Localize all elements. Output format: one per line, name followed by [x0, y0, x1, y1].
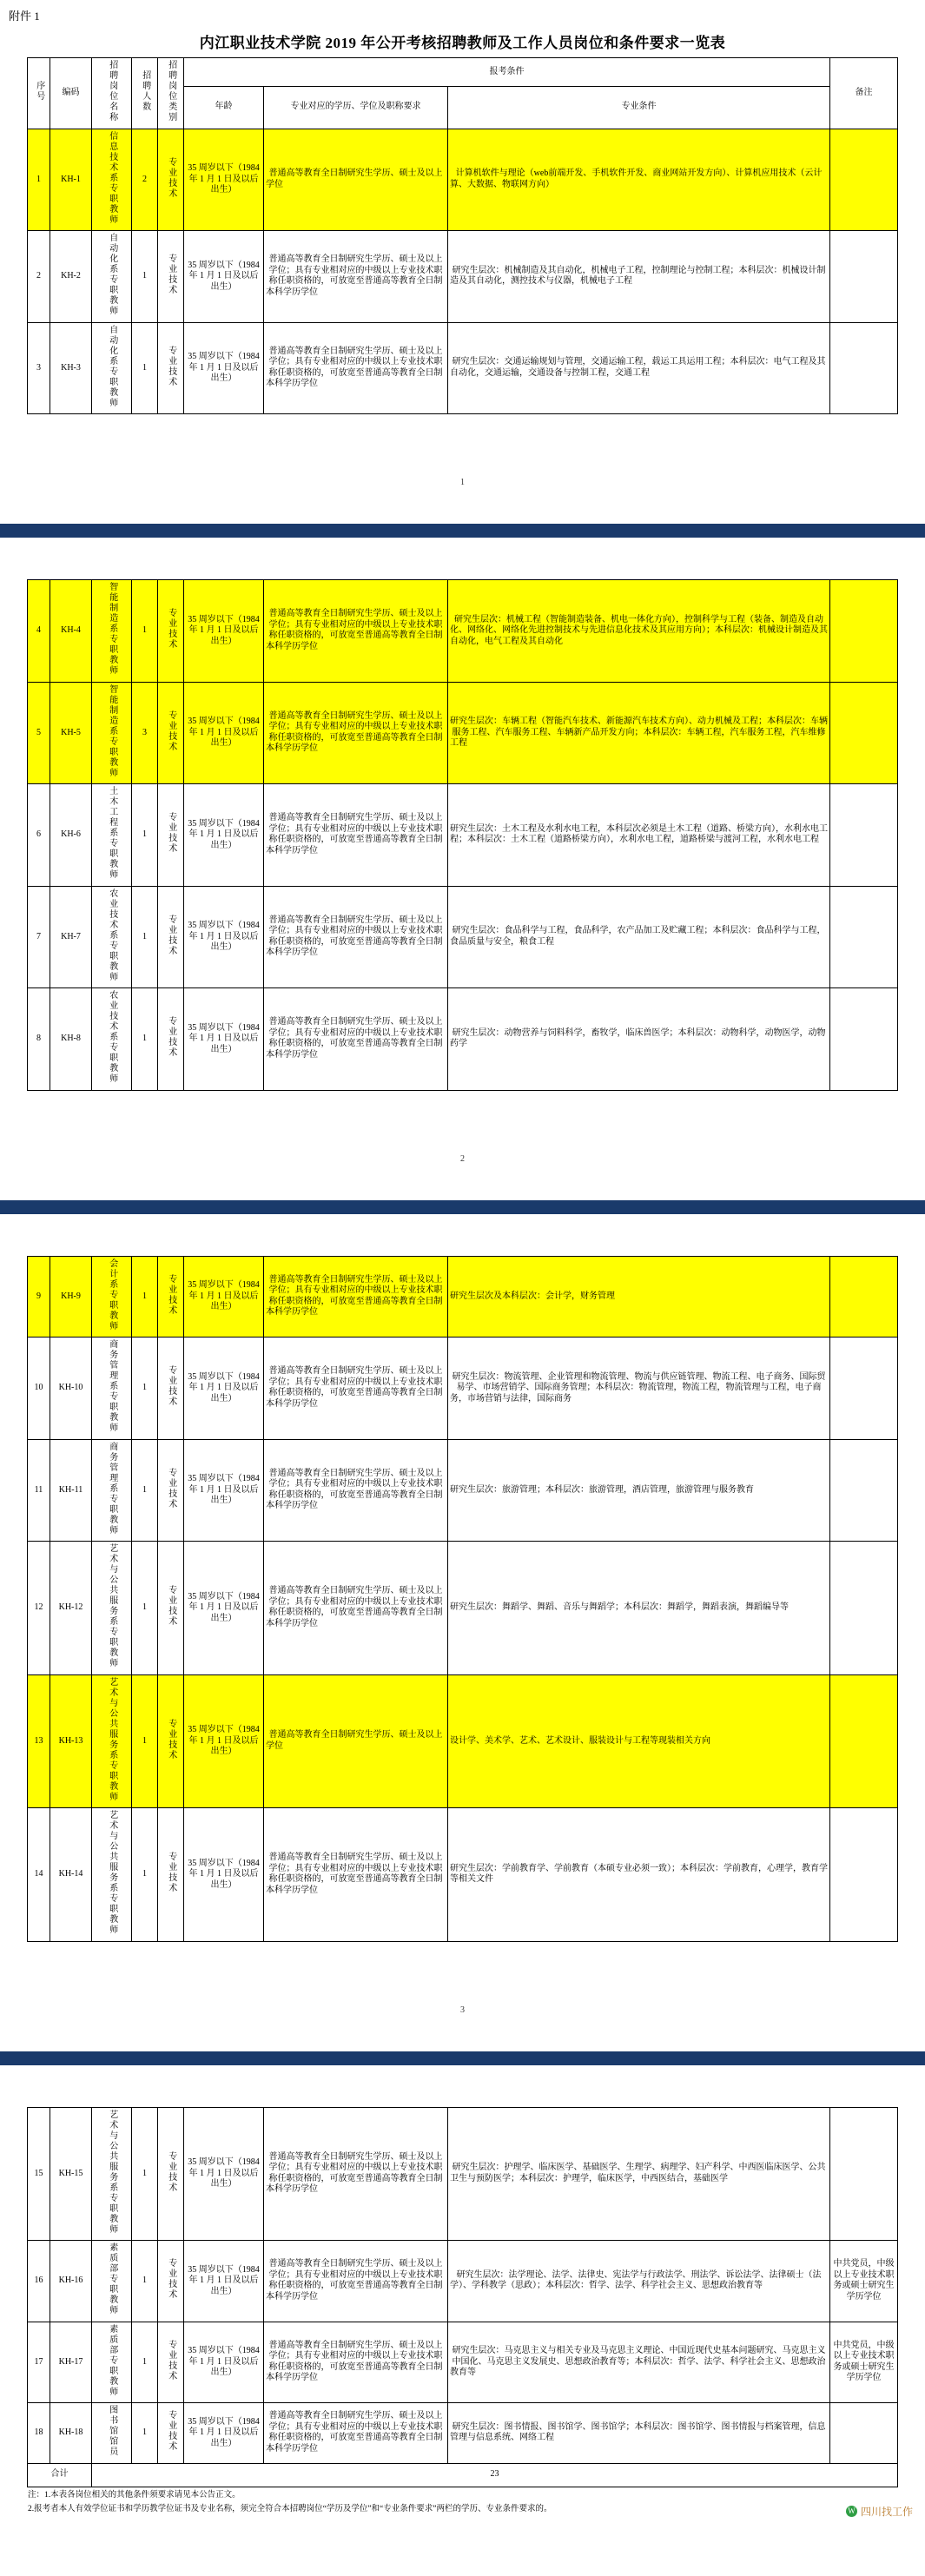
cell-post-type: 专业技术 [158, 2322, 184, 2403]
cell-count: 1 [132, 1439, 158, 1542]
cell-major: 研究生层次：动物营养与饲料科学，畜牧学，临床兽医学；本科层次：动物科学，动物医学，动物药学 [448, 988, 830, 1091]
cell-age: 35 周岁以下（1984 年 1 月 1 日及以后出生） [184, 1808, 264, 1942]
cell-count: 1 [132, 886, 158, 988]
cell-remark: 中共党员，中级以上专业技术职务或硕士研究生学历学位 [830, 2322, 898, 2403]
cell-code: KH-15 [50, 2107, 92, 2241]
page-title: 内江职业技术学院 2019 年公开考核招聘教师及工作人员岗位和条件要求一览表 [199, 35, 726, 51]
cell-count: 1 [132, 988, 158, 1091]
th-remark: 备注 [830, 58, 898, 129]
cell-edu: 普通高等教育全日制研究生学历、硕士及以上学位；具有专业相对应的中级以上专业技术职称任职资格的，可放宽至普通高等教育全日制本科学历学位 [264, 2403, 448, 2464]
cell-code: KH-18 [50, 2403, 92, 2464]
cell-post-type: 专业技术 [158, 2241, 184, 2322]
cell-code: KH-17 [50, 2322, 92, 2403]
cell-major: 研究生层次：机械工程（智能制造装备、机电一体化方向），控制科学与工程（装备、制造及自动化、网络化、网络化先进控制技术与先进信息化技术及其应用方向）；本科层次：机械设计制造及其自动化，电气工程及其自动化 [448, 580, 830, 683]
cell-post-name: 素质部专职教师 [92, 2241, 132, 2322]
cell-count: 1 [132, 2241, 158, 2322]
footnote-2: 2.报考者本人有效学位证书和学历教学位证书及专业名称，须完全符合本招聘岗位“学历及学位”和“专业条件要求”两栏的学历、专业条件要求的。 [28, 2504, 552, 2513]
cell-age: 35 周岁以下（1984 年 1 月 1 日及以后出生） [184, 2107, 264, 2241]
watermark [846, 2504, 913, 2519]
cell-edu: 普通高等教育全日制研究生学历、硕士及以上学位 [264, 1674, 448, 1808]
cell-seq: 9 [28, 1256, 50, 1338]
cell-post-name: 自动化系专职教师 [92, 322, 132, 414]
page-divider-band [0, 1200, 925, 1214]
cell-code: KH-8 [50, 988, 92, 1091]
cell-seq: 1 [28, 129, 50, 231]
cell-code: KH-2 [50, 231, 92, 323]
cell-edu: 普通高等教育全日制研究生学历、硕士及以上学位；具有专业相对应的中级以上专业技术职称任职资格的，可放宽至普通高等教育全日制本科学历学位 [264, 1542, 448, 1675]
cell-age: 35 周岁以下（1984 年 1 月 1 日及以后出生） [184, 886, 264, 988]
cell-count: 1 [132, 1542, 158, 1675]
cell-edu: 普通高等教育全日制研究生学历、硕士及以上学位；具有专业相对应的中级以上专业技术职称任职资格的，可放宽至普通高等教育全日制本科学历学位 [264, 1256, 448, 1338]
cell-post-name: 土木工程系专职教师 [92, 784, 132, 887]
cell-major: 研究生层次：图书情报、图书馆学、图书馆学；本科层次：图书馆学、图书情报与档案管理，信息管理与信息系统、网络工程 [448, 2403, 830, 2464]
cell-post-type: 专业技术 [158, 988, 184, 1091]
cell-age: 35 周岁以下（1984 年 1 月 1 日及以后出生） [184, 580, 264, 683]
cell-count: 3 [132, 682, 158, 784]
cell-count: 1 [132, 580, 158, 683]
cell-edu: 普通高等教育全日制研究生学历、硕士及以上学位；具有专业相对应的中级以上专业技术职称任职资格的，可放宽至普通高等教育全日制本科学历学位 [264, 784, 448, 887]
cell-remark [830, 988, 898, 1091]
cell-major: 研究生层次及本科层次：会计学，财务管理 [448, 1256, 830, 1338]
cell-remark [830, 129, 898, 231]
table-row [28, 2403, 898, 2464]
cell-seq: 8 [28, 988, 50, 1091]
cell-post-type: 专业技术 [158, 322, 184, 414]
cell-edu: 普通高等教育全日制研究生学历、硕士及以上学位；具有专业相对应的中级以上专业技术职称任职资格的，可放宽至普通高等教育全日制本科学历学位 [264, 580, 448, 683]
cell-count: 1 [132, 784, 158, 887]
table-row [28, 322, 898, 414]
recruitment-table-part2 [27, 579, 898, 1091]
document-page-2 [0, 538, 925, 1166]
th-post-type: 招聘岗位类别 [158, 58, 184, 129]
cell-edu: 普通高等教育全日制研究生学历、硕士及以上学位；具有专业相对应的中级以上专业技术职称任职资格的，可放宽至普通高等教育全日制本科学历学位 [264, 1338, 448, 1440]
page-gap [0, 2017, 925, 2051]
cell-post-type: 专业技术 [158, 886, 184, 988]
cell-age: 35 周岁以下（1984 年 1 月 1 日及以后出生） [184, 2322, 264, 2403]
cell-remark [830, 1542, 898, 1675]
total-label: 合计 [28, 2463, 92, 2487]
cell-remark [830, 784, 898, 887]
cell-remark [830, 1256, 898, 1338]
cell-post-name: 艺术与公共服务系专职教师 [92, 1542, 132, 1675]
cell-remark [830, 886, 898, 988]
cell-edu: 普通高等教育全日制研究生学历、硕士及以上学位；具有专业相对应的中级以上专业技术职称任职资格的，可放宽至普通高等教育全日制本科学历学位 [264, 322, 448, 414]
cell-post-name: 商务管理系专职教师 [92, 1439, 132, 1542]
cell-seq: 15 [28, 2107, 50, 2241]
page-divider-band [0, 2051, 925, 2065]
cell-age: 35 周岁以下（1984 年 1 月 1 日及以后出生） [184, 231, 264, 323]
table-row [28, 682, 898, 784]
cell-post-name: 智能制造系专职教师 [92, 682, 132, 784]
cell-post-name: 素质部专职教师 [92, 2322, 132, 2403]
cell-major: 研究生层次：食品科学与工程，食品科学，农产品加工及贮藏工程；本科层次：食品科学与工程，食品质量与安全，粮食工程 [448, 886, 830, 988]
cell-remark [830, 1808, 898, 1942]
th-edu: 专业对应的学历、学位及职称要求 [264, 86, 448, 129]
cell-age: 35 周岁以下（1984 年 1 月 1 日及以后出生） [184, 1439, 264, 1542]
recruitment-table-part1 [27, 57, 898, 414]
th-age: 年龄 [184, 86, 264, 129]
cell-count: 1 [132, 2322, 158, 2403]
cell-seq: 16 [28, 2241, 50, 2322]
table-row [28, 2241, 898, 2322]
cell-code: KH-4 [50, 580, 92, 683]
cell-post-type: 专业技术 [158, 784, 184, 887]
cell-edu: 普通高等教育全日制研究生学历、硕士及以上学位；具有专业相对应的中级以上专业技术职称任职资格的，可放宽至普通高等教育全日制本科学历学位 [264, 2241, 448, 2322]
cell-major: 研究生层次：车辆工程（智能汽车技术、新能源汽车技术方向）、动力机械及工程；本科层次：车辆服务工程、汽车服务工程、车辆新产品开发方向；本科层次：车辆工程，汽车服务工程，汽车维修工程 [448, 682, 830, 784]
cell-major: 研究生层次：学前教育学、学前教育（本硕专业必须一致）；本科层次：学前教育，心理学，教育学等相关文件 [448, 1808, 830, 1942]
cell-seq: 18 [28, 2403, 50, 2464]
cell-post-name: 自动化系专职教师 [92, 231, 132, 323]
cell-post-name: 艺术与公共服务系专职教师 [92, 2107, 132, 2241]
table-row [28, 2107, 898, 2241]
cell-code: KH-13 [50, 1674, 92, 1808]
cell-age: 35 周岁以下（1984 年 1 月 1 日及以后出生） [184, 682, 264, 784]
cell-count: 1 [132, 2107, 158, 2241]
cell-remark [830, 580, 898, 683]
cell-age: 35 周岁以下（1984 年 1 月 1 日及以后出生） [184, 1338, 264, 1440]
cell-seq: 2 [28, 231, 50, 323]
cell-age: 35 周岁以下（1984 年 1 月 1 日及以后出生） [184, 988, 264, 1091]
wechat-icon: W [846, 2506, 857, 2517]
cell-seq: 4 [28, 580, 50, 683]
cell-post-type: 专业技术 [158, 1338, 184, 1440]
cell-post-name: 图书馆馆员 [92, 2403, 132, 2464]
cell-seq: 6 [28, 784, 50, 887]
document-page-1 [0, 0, 925, 489]
table-row [28, 580, 898, 683]
cell-major: 设计学、美术学、艺术、艺术设计、服装设计与工程等现装相关方向 [448, 1674, 830, 1808]
cell-seq: 3 [28, 322, 50, 414]
cell-edu: 普通高等教育全日制研究生学历、硕士及以上学位 [264, 129, 448, 231]
cell-post-name: 农业技术系专职教师 [92, 886, 132, 988]
cell-post-type: 专业技术 [158, 2403, 184, 2464]
cell-edu: 普通高等教育全日制研究生学历、硕士及以上学位；具有专业相对应的中级以上专业技术职称任职资格的，可放宽至普通高等教育全日制本科学历学位 [264, 231, 448, 323]
cell-post-name: 艺术与公共服务系专职教师 [92, 1808, 132, 1942]
cell-age: 35 周岁以下（1984 年 1 月 1 日及以后出生） [184, 1674, 264, 1808]
cell-count: 2 [132, 129, 158, 231]
cell-major: 研究生层次：法学理论、法学、法律史、宪法学与行政法学、刑法学、诉讼法学、法律硕士（法学）、学科教学（思政）；本科层次：哲学、法学、科学社会主义、思想政治教育等 [448, 2241, 830, 2322]
cell-post-type: 专业技术 [158, 1808, 184, 1942]
cell-major: 研究生层次：机械制造及其自动化，机械电子工程，控制理论与控制工程；本科层次：机械设计制造及其自动化，测控技术与仪器，机械电子工程 [448, 231, 830, 323]
table-row [28, 1674, 898, 1808]
table-row [28, 129, 898, 231]
cell-seq: 11 [28, 1439, 50, 1542]
cell-count: 1 [132, 231, 158, 323]
th-seq: 序号 [28, 58, 50, 129]
cell-edu: 普通高等教育全日制研究生学历、硕士及以上学位；具有专业相对应的中级以上专业技术职称任职资格的，可放宽至普通高等教育全日制本科学历学位 [264, 1808, 448, 1942]
table-row [28, 1338, 898, 1440]
cell-age: 35 周岁以下（1984 年 1 月 1 日及以后出生） [184, 129, 264, 231]
table-row [28, 1808, 898, 1942]
cell-major: 研究生层次：交通运输规划与管理，交通运输工程，载运工具运用工程；本科层次：电气工程及其自动化，交通运输，交通设备与控制工程，交通工程 [448, 322, 830, 414]
cell-code: KH-14 [50, 1808, 92, 1942]
cell-post-type: 专业技术 [158, 129, 184, 231]
cell-post-type: 专业技术 [158, 1542, 184, 1675]
cell-code: KH-16 [50, 2241, 92, 2322]
cell-post-type: 专业技术 [158, 1256, 184, 1338]
page-number: 3 [460, 2005, 465, 2015]
table-row [28, 231, 898, 323]
cell-remark [830, 1439, 898, 1542]
cell-post-name: 农业技术系专职教师 [92, 988, 132, 1091]
cell-count: 1 [132, 322, 158, 414]
cell-major: 研究生层次：旅游管理；本科层次：旅游管理，酒店管理，旅游管理与服务教育 [448, 1439, 830, 1542]
cell-age: 35 周岁以下（1984 年 1 月 1 日及以后出生） [184, 2403, 264, 2464]
cell-seq: 14 [28, 1808, 50, 1942]
cell-code: KH-12 [50, 1542, 92, 1675]
cell-major: 研究生层次：护理学、临床医学、基础医学、生理学、病理学、妇产科学、中西医临床医学、公共卫生与预防医学；本科层次：护理学，临床医学，中西医结合，基础医学 [448, 2107, 830, 2241]
cell-remark [830, 1338, 898, 1440]
page-number: 1 [460, 478, 465, 487]
cell-age: 35 周岁以下（1984 年 1 月 1 日及以后出生） [184, 322, 264, 414]
cell-post-name: 智能制造系专职教师 [92, 580, 132, 683]
cell-code: KH-3 [50, 322, 92, 414]
cell-count: 1 [132, 2403, 158, 2464]
footnote-1: 注：1.本表各岗位相关的其他条件须要求请见本公告正文。 [28, 2490, 241, 2500]
page-number: 2 [460, 1153, 465, 1164]
cell-remark [830, 2403, 898, 2464]
cell-seq: 17 [28, 2322, 50, 2403]
cell-code: KH-9 [50, 1256, 92, 1338]
cell-remark [830, 2107, 898, 2241]
cell-remark [830, 231, 898, 323]
cell-age: 35 周岁以下（1984 年 1 月 1 日及以后出生） [184, 1256, 264, 1338]
cell-edu: 普通高等教育全日制研究生学历、硕士及以上学位；具有专业相对应的中级以上专业技术职称任职资格的，可放宽至普通高等教育全日制本科学历学位 [264, 682, 448, 784]
table-row [28, 1256, 898, 1338]
cell-edu: 普通高等教育全日制研究生学历、硕士及以上学位；具有专业相对应的中级以上专业技术职称任职资格的，可放宽至普通高等教育全日制本科学历学位 [264, 886, 448, 988]
cell-code: KH-11 [50, 1439, 92, 1542]
page-divider-band [0, 524, 925, 538]
cell-edu: 普通高等教育全日制研究生学历、硕士及以上学位；具有专业相对应的中级以上专业技术职称任职资格的，可放宽至普通高等教育全日制本科学历学位 [264, 1439, 448, 1542]
cell-post-type: 专业技术 [158, 682, 184, 784]
cell-post-name: 会计系专职教师 [92, 1256, 132, 1338]
attachment-label: 附件 1 [9, 10, 40, 23]
cell-remark [830, 322, 898, 414]
table-row [28, 988, 898, 1091]
cell-count: 1 [132, 1256, 158, 1338]
recruitment-table-part4 [27, 2107, 898, 2487]
page-gap [0, 489, 925, 524]
cell-post-type: 专业技术 [158, 1674, 184, 1808]
cell-major: 计算机软件与理论（web前端开发、手机软件开发、商业网站开发方向）、计算机应用技术（云计算、大数据、物联网方向） [448, 129, 830, 231]
table-row [28, 784, 898, 887]
table-row [28, 1439, 898, 1542]
th-code: 编码 [50, 58, 92, 129]
cell-seq: 5 [28, 682, 50, 784]
cell-post-type: 专业技术 [158, 580, 184, 683]
cell-remark: 中共党员，中级以上专业技术职务或硕士研究生学历学位 [830, 2241, 898, 2322]
cell-major: 研究生层次：物流管理、企业管理和物流管理、物流与供应链管理、物流工程、电子商务、国际贸易学、市场营销学、国际商务管理；本科层次：物流管理，物流工程，物流管理与工程，电子商务，市场营销与法律，国际商务 [448, 1338, 830, 1440]
cell-post-type: 专业技术 [158, 2107, 184, 2241]
cell-edu: 普通高等教育全日制研究生学历、硕士及以上学位；具有专业相对应的中级以上专业技术职称任职资格的，可放宽至普通高等教育全日制本科学历学位 [264, 988, 448, 1091]
cell-seq: 7 [28, 886, 50, 988]
th-major: 专业条件 [448, 86, 830, 129]
th-count: 招聘人数 [132, 58, 158, 129]
cell-post-name: 商务管理系专职教师 [92, 1338, 132, 1440]
table-total-row [28, 2463, 898, 2487]
cell-code: KH-10 [50, 1338, 92, 1440]
watermark-label: 四川找工作 [860, 2506, 913, 2518]
cell-count: 1 [132, 1808, 158, 1942]
cell-seq: 12 [28, 1542, 50, 1675]
cell-seq: 13 [28, 1674, 50, 1808]
cell-post-type: 专业技术 [158, 1439, 184, 1542]
cell-age: 35 周岁以下（1984 年 1 月 1 日及以后出生） [184, 784, 264, 887]
cell-remark [830, 1674, 898, 1808]
table-row [28, 886, 898, 988]
th-post-name: 招聘岗位名称 [92, 58, 132, 129]
cell-code: KH-7 [50, 886, 92, 988]
cell-code: KH-5 [50, 682, 92, 784]
cell-edu: 普通高等教育全日制研究生学历、硕士及以上学位；具有专业相对应的中级以上专业技术职称任职资格的，可放宽至普通高等教育全日制本科学历学位 [264, 2107, 448, 2241]
cell-remark [830, 682, 898, 784]
cell-major: 研究生层次：土木工程及水利水电工程，本科层次必须是土木工程（道路、桥梁方向），水利水电工程；本科层次：土木工程（道路桥梁方向），水利水电工程，道路桥梁与渡河工程，水利水电工程 [448, 784, 830, 887]
table-row [28, 1542, 898, 1675]
table-header-row-1 [28, 58, 898, 87]
cell-post-name: 信息技术系专职教师 [92, 129, 132, 231]
document-page-3 [0, 1214, 925, 2017]
cell-count: 1 [132, 1674, 158, 1808]
cell-post-name: 艺术与公共服务系专职教师 [92, 1674, 132, 1808]
recruitment-table-part3 [27, 1256, 898, 1942]
th-conditions-group: 报考条件 [184, 58, 830, 87]
total-value: 23 [92, 2463, 898, 2487]
cell-age: 35 周岁以下（1984 年 1 月 1 日及以后出生） [184, 2241, 264, 2322]
cell-major: 研究生层次：舞蹈学、舞蹈、音乐与舞蹈学；本科层次：舞蹈学，舞蹈表演，舞蹈编导等 [448, 1542, 830, 1675]
table-row [28, 2322, 898, 2403]
cell-major: 研究生层次：马克思主义与相关专业及马克思主义理论、中国近现代史基本问题研究、马克思主义中国化、马克思主义发展史、思想政治教育等；本科层次：哲学、法学、科学社会主义、思想政治教育等 [448, 2322, 830, 2403]
cell-age: 35 周岁以下（1984 年 1 月 1 日及以后出生） [184, 1542, 264, 1675]
cell-count: 1 [132, 1338, 158, 1440]
cell-post-type: 专业技术 [158, 231, 184, 323]
document-page-4 [0, 2065, 925, 2525]
cell-code: KH-6 [50, 784, 92, 887]
cell-edu: 普通高等教育全日制研究生学历、硕士及以上学位；具有专业相对应的中级以上专业技术职称任职资格的，可放宽至普通高等教育全日制本科学历学位 [264, 2322, 448, 2403]
cell-code: KH-1 [50, 129, 92, 231]
page-gap [0, 1166, 925, 1200]
cell-seq: 10 [28, 1338, 50, 1440]
